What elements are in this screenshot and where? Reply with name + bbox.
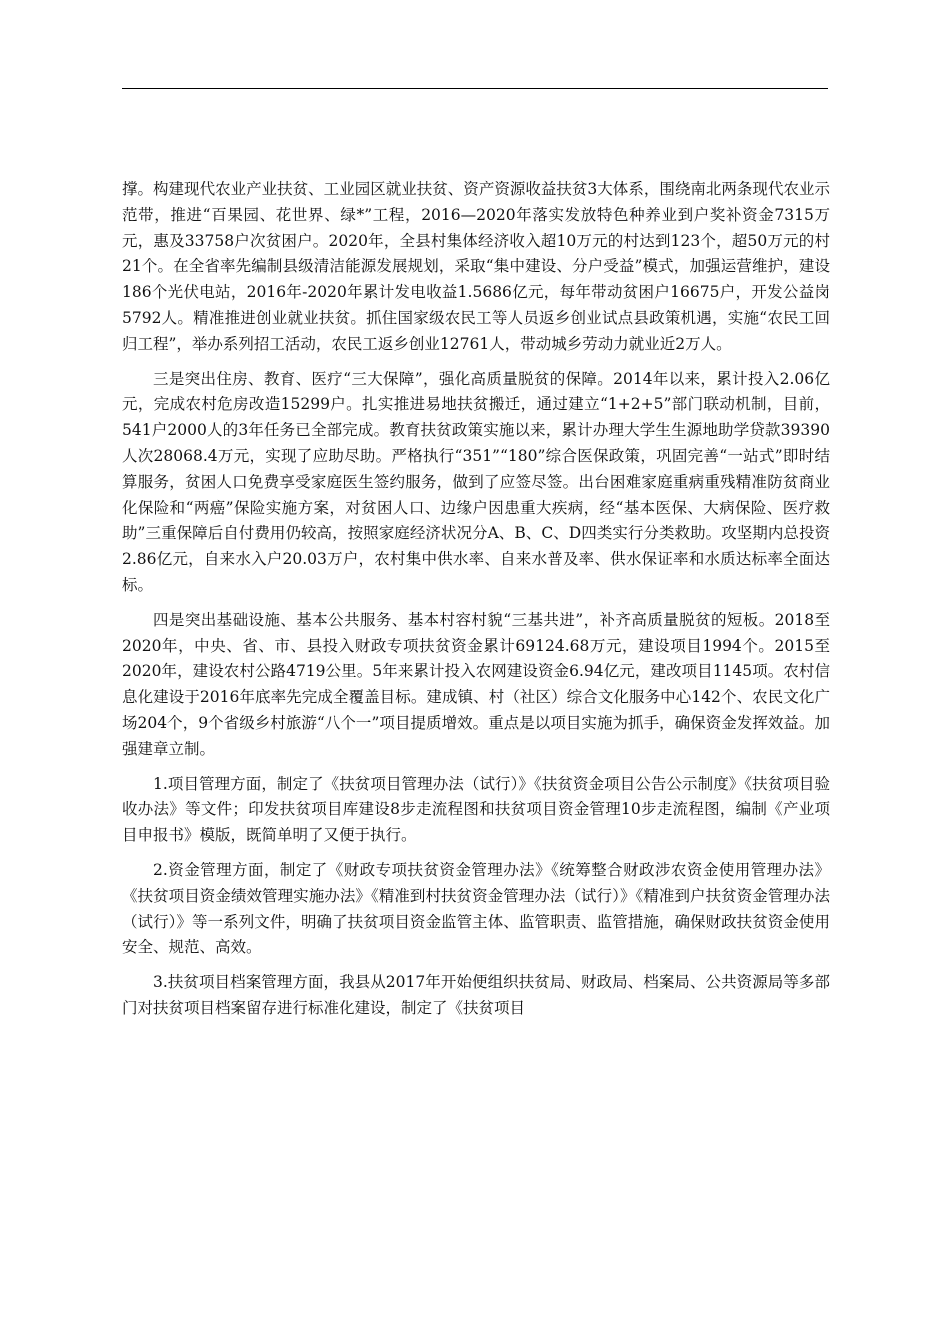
paragraph-archive-management: 3.扶贫项目档案管理方面，我县从2017年开始便组织扶贫局、财政局、档案局、公共资源局等多部门对扶贫项目档案留存进行标准化建设，制定了《扶贫项目	[122, 973, 830, 1017]
body-text	[122, 177, 830, 1031]
header-rule	[122, 88, 828, 89]
paragraph-infrastructure: 四是突出基础设施、基本公共服务、基本村容村貌“三基共进”，补齐高质量脱贫的短板。2018至2020年，中央、省、市、县投入财政专项扶贫资金累计69124.68万元，建设项目1994个。2015至2020年，建设农村公路4719公里。5年来累计投入农网建设资金6.94亿元，建改项目1145项。农村信息化建设于2016年底率先完成全覆盖目标。建成镇、村（社区）综合文化服务中心142个、农民文化广场204个，9个省级乡村旅游“八个一”项目提质增效。重点是以项目实施为抓手，确保资金发挥效益。加强建章立制。	[122, 610, 830, 758]
paragraph-project-management: 1.项目管理方面，制定了《扶贫项目管理办法（试行）》《扶贫资金项目公告公示制度》《扶贫项目验收办法》等文件；印发扶贫项目库建设8步走流程图和扶贫项目资金管理10步走流程图，编制《产业项目申报书》模版，既简单明了又便于执行。	[122, 774, 830, 845]
paragraph-fund-management: 2.资金管理方面，制定了《财政专项扶贫资金管理办法》《统筹整合财政涉农资金使用管理办法》《扶贫项目资金绩效管理实施办法》《精准到村扶贫资金管理办法（试行）》《精准到户扶贫资金管理办法（试行）》等一系列文件，明确了扶贫项目资金监管主体、监管职责、监管措施，确保财政扶贫资金使用安全、规范、高效。	[122, 860, 830, 957]
paragraph-continuation: 撑。构建现代农业产业扶贫、工业园区就业扶贫、资产资源收益扶贫3大体系，围绕南北两条现代农业示范带，推进“百果园、花世界、绿*”工程，2016—2020年落实发放特色种养业到户奖补资金7315万元，惠及33758户次贫困户。2020年，全县村集体经济收入超10万元的村达到123个，超50万元的村21个。在全省率先编制县级清洁能源发展规划，采取“集中建设、分户受益”模式，加强运营维护，建设186个光伏电站，2016年-2020年累计发电收益1.5686亿元，每年带动贫困户16675户，开发公益岗5792人。精准推进创业就业扶贫。抓住国家级农民工等人员返乡创业试点县政策机遇，实施“农民工回归工程”，举办系列招工活动，农民工返乡创业12761人，带动城乡劳动力就业近2万人。	[122, 180, 830, 353]
paragraph-three-guarantees: 三是突出住房、教育、医疗“三大保障”，强化高质量脱贫的保障。2014年以来，累计投入2.06亿元，完成农村危房改造15299户。扎实推进易地扶贫搬迁，通过建立“1+2+5”部门联动机制，目前，541户2000人的3年任务已全部完成。教育扶贫政策实施以来，累计办理大学生生源地助学贷款39390人次28068.4万元，实现了应助尽助。严格执行“351”“180”综合医保政策，巩固完善“一站式”即时结算服务，贫困人口免费享受家庭医生签约服务，做到了应签尽签。出台困难家庭重病重残精准防贫商业化保险和“两癌”保险实施方案，对贫困人口、边缘户因患重大疾病，经“基本医保、大病保险、医疗救助”三重保障后自付费用仍较高，按照家庭经济状况分A、B、C、D四类实行分类救助。攻坚期内总投资2.86亿元，自来水入户20.03万户，农村集中供水率、自来水普及率、供水保证率和水质达标率全面达标。	[122, 369, 830, 594]
